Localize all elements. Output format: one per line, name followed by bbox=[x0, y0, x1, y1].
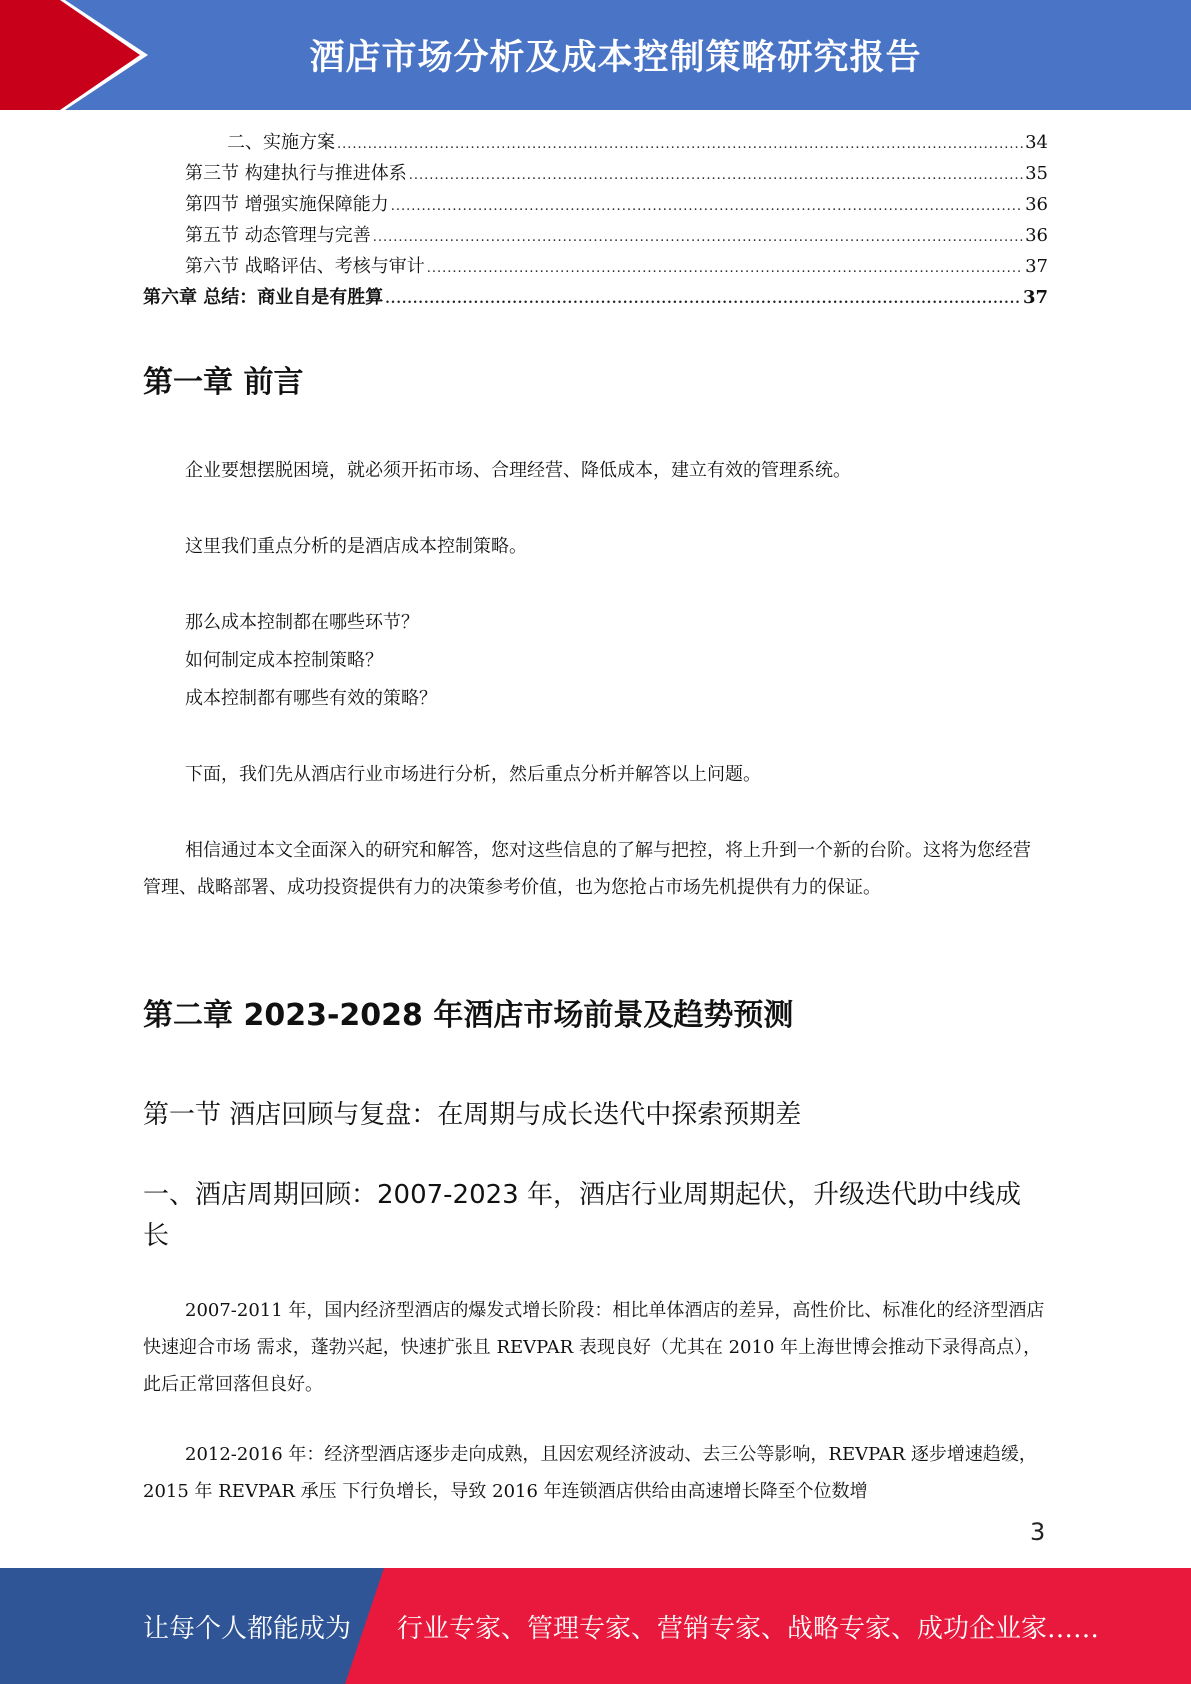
toc-item-page: 36 bbox=[1025, 194, 1048, 215]
toc-item[interactable] bbox=[143, 252, 1048, 283]
paragraph: 2007-2011 年，国内经济型酒店的爆发式增长阶段：相比单体酒店的差异，高性价比、标准化的经济型酒店快速迎合市场 需求，蓬勃兴起，快速扩张且 REVPAR 表现良好（尤其在 2010 年上海世博会推动下录得高点），此后正常回落但良好。 bbox=[143, 1300, 1045, 1395]
toc-leader bbox=[385, 292, 1021, 307]
toc-item[interactable] bbox=[143, 283, 1048, 314]
toc-item-label: 第三节 构建执行与推进体系 bbox=[185, 163, 407, 184]
toc-item-label: 第四节 增强实施保障能力 bbox=[185, 194, 389, 215]
toc-item-page: 36 bbox=[1025, 225, 1048, 246]
page-header bbox=[0, 0, 1191, 110]
toc-leader bbox=[409, 168, 1023, 183]
chapter-heading: 第一章 前言 bbox=[143, 365, 304, 400]
toc-leader bbox=[391, 199, 1023, 214]
toc-item-page: 35 bbox=[1025, 163, 1048, 184]
toc-item[interactable] bbox=[143, 128, 1048, 159]
toc-item-label: 第五节 动态管理与完善 bbox=[185, 225, 371, 246]
toc-item-label: 二、实施方案 bbox=[227, 132, 335, 153]
paragraph: 2012-2016 年：经济型酒店逐步走向成熟，且因宏观经济波动、去三公等影响，REVPAR 逐步增速趋缓，2015 年 REVPAR 承压 下行负增长，导致 2016 年连锁酒店供给由高速增长降至个位数增 bbox=[143, 1444, 1037, 1502]
toc-item-page: 34 bbox=[1025, 132, 1048, 153]
paragraph: 成本控制都有哪些有效的策略？ bbox=[185, 688, 437, 709]
paragraph: 这里我们重点分析的是酒店成本控制策略。 bbox=[185, 536, 527, 557]
chapter-heading: 第二章 2023-2028 年酒店市场前景及趋势预测 bbox=[143, 998, 794, 1033]
toc-item-label: 第六节 战略评估、考核与审计 bbox=[185, 256, 425, 277]
paragraph: 那么成本控制都在哪些环节？ bbox=[185, 612, 419, 633]
footer-slogan-left: 让每个人都能成为 bbox=[143, 1613, 352, 1644]
paragraph: 企业要想摆脱困境，就必须开拓市场、合理经营、降低成本，建立有效的管理系统。 bbox=[185, 460, 851, 481]
toc-leader bbox=[427, 261, 1023, 276]
subsection-heading: 一、酒店周期回顾：2007-2023 年，酒店行业周期起伏，升级迭代助中线成长 bbox=[143, 1180, 1021, 1251]
toc-item-page: 37 bbox=[1025, 256, 1048, 277]
page-number: 3 bbox=[1030, 1518, 1046, 1546]
toc-leader bbox=[373, 230, 1023, 245]
paragraph: 下面，我们先从酒店行业市场进行分析，然后重点分析并解答以上问题。 bbox=[185, 764, 761, 785]
page-footer bbox=[0, 1568, 1191, 1684]
footer-slogan-right: 行业专家、管理专家、营销专家、战略专家、成功企业家…… bbox=[397, 1613, 1100, 1644]
toc-item-label: 第六章 总结：商业自是有胜算 bbox=[143, 287, 384, 308]
report-title: 酒店市场分析及成本控制策略研究报告 bbox=[309, 38, 922, 78]
table-of-contents bbox=[143, 128, 1048, 314]
section-heading: 第一节 酒店回顾与复盘：在周期与成长迭代中探索预期差 bbox=[143, 1100, 802, 1130]
toc-item[interactable] bbox=[143, 221, 1048, 252]
toc-item-page: 37 bbox=[1022, 287, 1048, 308]
toc-leader bbox=[337, 137, 1023, 152]
paragraph: 相信通过本文全面深入的研究和解答，您对这些信息的了解与把控，将上升到一个新的台阶。这将为您经营管理、战略部署、成功投资提供有力的决策参考价值，也为您抢占市场先机提供有力的保证。 bbox=[143, 840, 1031, 898]
toc-item[interactable] bbox=[143, 159, 1048, 190]
toc-item[interactable] bbox=[143, 190, 1048, 221]
paragraph: 如何制定成本控制策略？ bbox=[185, 650, 383, 671]
